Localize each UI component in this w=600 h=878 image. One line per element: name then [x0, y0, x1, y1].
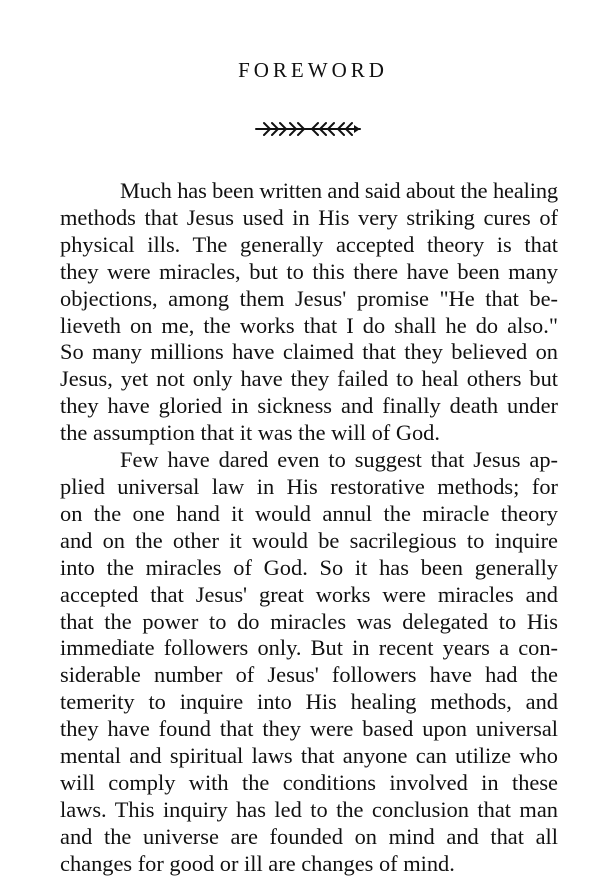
- text-line: Few have dared even to suggest that Jesus ap-: [120, 447, 558, 473]
- text-line: the assumption that it was the will of God.: [60, 420, 440, 446]
- text-line: they have gloried in sickness and finally death under: [60, 393, 558, 419]
- foreword-text: [60, 178, 558, 878]
- text-line: into the miracles of God. So it has been generally: [60, 554, 558, 580]
- text-line: methods that Jesus used in His very striking cures of: [60, 204, 558, 230]
- text-line: and on the other it would be sacrilegious to inquire: [60, 527, 558, 553]
- text-line: Jesus, yet not only have they failed to heal others but: [60, 366, 558, 392]
- text-line: and the universe are founded on mind and that all: [60, 823, 558, 849]
- fleuron-ornament-icon: [254, 120, 362, 138]
- text-line: So many millions have claimed that they believed on: [60, 339, 558, 365]
- page-title: FOREWORD: [238, 58, 388, 82]
- text-line: will comply with the conditions involved in these: [60, 769, 558, 795]
- text-line: accepted that Jesus' great works were miracles and: [60, 581, 558, 607]
- text-line: that the power to do miracles was delegated to His: [60, 608, 558, 634]
- text-line: temerity to inquire into His healing methods, and: [60, 689, 558, 715]
- text-line: objections, among them Jesus' promise "He that be-: [60, 285, 558, 311]
- text-line: immediate followers only. But in recent years a con-: [60, 635, 558, 661]
- text-line: they have found that they were based upon universal: [60, 716, 558, 742]
- text-line: changes for good or ill are changes of mind.: [60, 850, 455, 876]
- text-line: they were miracles, but to this there have been many: [60, 258, 558, 284]
- text-line: plied universal law in His restorative methods; for: [60, 473, 558, 499]
- text-line: siderable number of Jesus' followers have had the: [60, 662, 558, 688]
- text-line: physical ills. The generally accepted theory is that: [60, 231, 558, 257]
- paragraph-1: [60, 178, 558, 447]
- text-line: on the one hand it would annul the miracle theory: [60, 500, 558, 526]
- paragraph-2: [60, 447, 558, 878]
- text-line: mental and spiritual laws that anyone can utilize who: [60, 743, 558, 769]
- text-line: Much has been written and said about the healing: [120, 178, 558, 203]
- text-line: lieveth on me, the works that I do shall he do also.": [60, 312, 558, 338]
- text-line: laws. This inquiry has led to the conclusion that man: [60, 796, 558, 822]
